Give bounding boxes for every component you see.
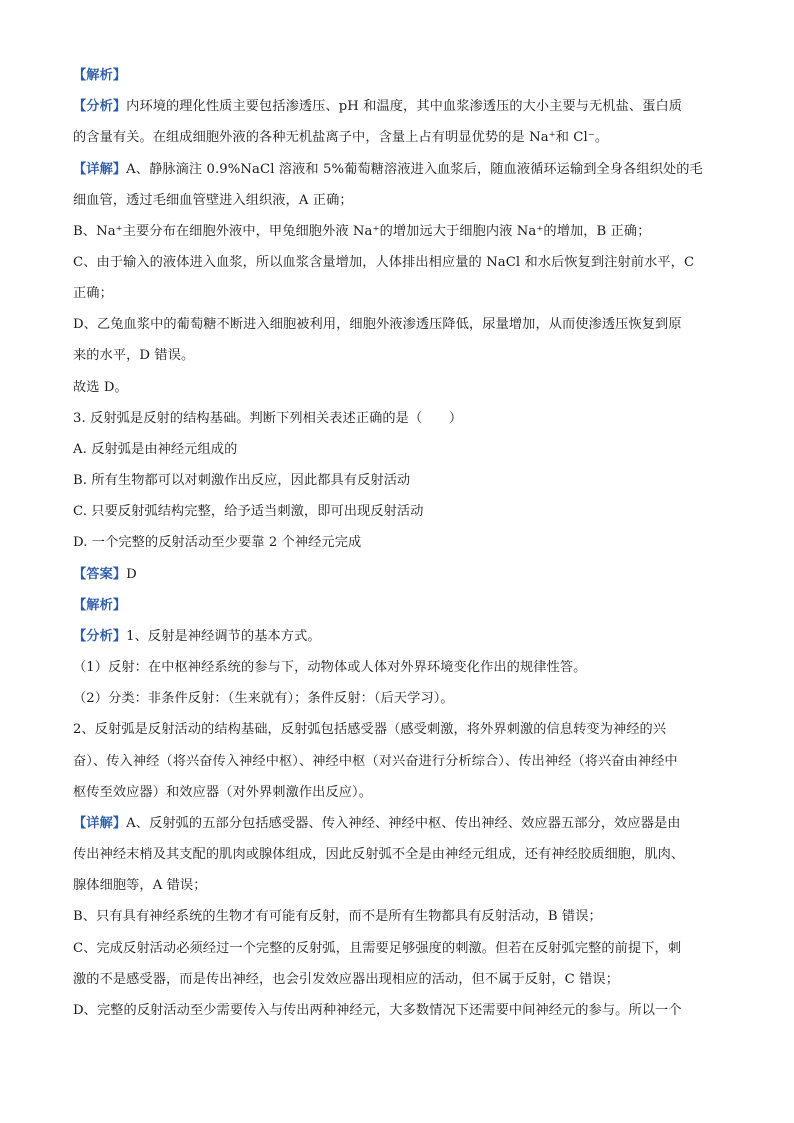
text-line <box>73 907 723 927</box>
line-text: 的含量有关。在组成细胞外液的各种无机盐离子中，含量上占有明显优势的是 Na⁺和 Cl⁻。 <box>73 130 609 145</box>
text-line <box>73 97 723 117</box>
line-text: D、乙兔血浆中的葡萄糖不断进入细胞被利用，细胞外液渗透压降低，尿量增加，从而使渗透压恢复到原 <box>73 317 682 332</box>
text-line <box>73 814 723 834</box>
text-line <box>73 627 723 647</box>
line-text: B、Na⁺主要分布在细胞外液中，甲兔细胞外液 Na⁺的增加远大于细胞内液 Na⁺的增加，B 正确； <box>73 224 651 239</box>
section-label: 【分析】 <box>73 99 127 114</box>
line-text: 正确； <box>73 286 113 301</box>
text-line <box>73 346 723 366</box>
section-label: 【解析】 <box>73 598 127 613</box>
text-line <box>73 876 723 896</box>
line-text: 传出神经末梢及其支配的肌肉或腺体组成，因此反射弧不全是由神经元组成，还有神经胶质细胞，肌肉、 <box>73 847 685 862</box>
line-text: D <box>126 567 137 582</box>
line-text: B. 所有生物都可以对刺激作出反应，因此都具有反射活动 <box>73 473 411 488</box>
line-text: 3. 反射弧是反射的结构基础。判断下列相关表述正确的是（ ） <box>73 411 463 426</box>
line-text: 奋）、传入神经（将兴奋传入神经中枢）、神经中枢（对兴奋进行分析综合）、传出神经（将兴奋由神经中 <box>73 754 678 769</box>
text-line <box>73 752 723 772</box>
line-text: 激的不是感受器，而是传出神经，也会引发效应器出现相应的活动，但不属于反射，C 错误； <box>73 972 619 987</box>
choice-d <box>73 533 723 553</box>
text-line <box>73 939 723 959</box>
line-text: 1、反射是神经调节的基本方式。 <box>126 629 321 644</box>
section-label: 【分析】 <box>73 629 127 644</box>
text-line <box>73 66 723 86</box>
line-text: A. 反射弧是由神经元组成的 <box>73 442 238 457</box>
line-text: C、由于输入的液体进入血浆，所以血浆含量增加，人体排出相应量的 NaCl 和水后恢复到注射前水平，C <box>73 255 695 270</box>
line-text: A、反射弧的五部分包括感受器、传入神经、神经中枢、传出神经、效应器五部分，效应器是由 <box>126 816 681 831</box>
text-line <box>73 378 723 398</box>
line-text: 来的水平，D 错误。 <box>73 348 195 363</box>
line-text: B、只有具有神经系统的生物才有可能有反射，而不是所有生物都具有反射活动，B 错误； <box>73 909 602 924</box>
question-stem <box>73 409 723 429</box>
line-text: D. 一个完整的反射活动至少要靠 2 个神经元完成 <box>73 535 362 550</box>
line-text: （1）反射：在中枢神经系统的参与下，动物体或人体对外界环境变化作出的规律性答。 <box>73 660 587 675</box>
text-line <box>73 315 723 335</box>
section-label: 【解析】 <box>73 68 127 83</box>
text-line <box>73 658 723 678</box>
section-label: 【答案】 <box>73 567 127 582</box>
line-text: 2、反射弧是反射活动的结构基础，反射弧包括感受器（感受刺激，将外界刺激的信息转变为神经的兴 <box>73 722 667 737</box>
section-label: 【详解】 <box>73 816 127 831</box>
text-line <box>73 191 723 211</box>
text-line <box>73 160 723 180</box>
text-line <box>73 222 723 242</box>
line-text: （2）分类：非条件反射：（生来就有）；条件反射：（后天学习）。 <box>73 691 454 706</box>
text-line <box>73 596 723 616</box>
line-text: A、静脉滴注 0.9%NaCl 溶液和 5%葡萄糖溶液进入血浆后，随血液循环运输到全身各组织处的毛 <box>126 162 703 177</box>
text-line <box>73 845 723 865</box>
line-text: D、完整的反射活动至少需要传入与传出两种神经元，大多数情况下还需要中间神经元的参与。所以一个 <box>73 1003 682 1018</box>
line-text: 细血管，透过毛细血管壁进入组织液，A 正确； <box>73 193 353 208</box>
line-text: 腺体细胞等，A 错误； <box>73 878 207 893</box>
choice-b <box>73 471 723 491</box>
choice-c <box>73 502 723 522</box>
text-line <box>73 1001 723 1021</box>
text-line <box>73 783 723 803</box>
section-label: 【详解】 <box>73 162 127 177</box>
text-line <box>73 128 723 148</box>
text-line <box>73 689 723 709</box>
text-line <box>73 970 723 990</box>
line-text: 故选 D。 <box>73 380 128 395</box>
choice-a <box>73 440 723 460</box>
text-line <box>73 720 723 740</box>
line-text: C、完成反射活动必须经过一个完整的反射弧，且需要足够强度的刺激。但若在反射弧完整的前提下，刺 <box>73 941 682 956</box>
line-text: 内环境的理化性质主要包括渗透压、pH 和温度，其中血浆渗透压的大小主要与无机盐、蛋白质 <box>126 99 683 114</box>
line-text: 枢传至效应器）和效应器（对外界刺激作出反应）。 <box>73 785 373 800</box>
text-line <box>73 284 723 304</box>
text-line <box>73 253 723 273</box>
line-text: C. 只要反射弧结构完整，给予适当刺激，即可出现反射活动 <box>73 504 424 519</box>
answer-line <box>73 565 723 585</box>
